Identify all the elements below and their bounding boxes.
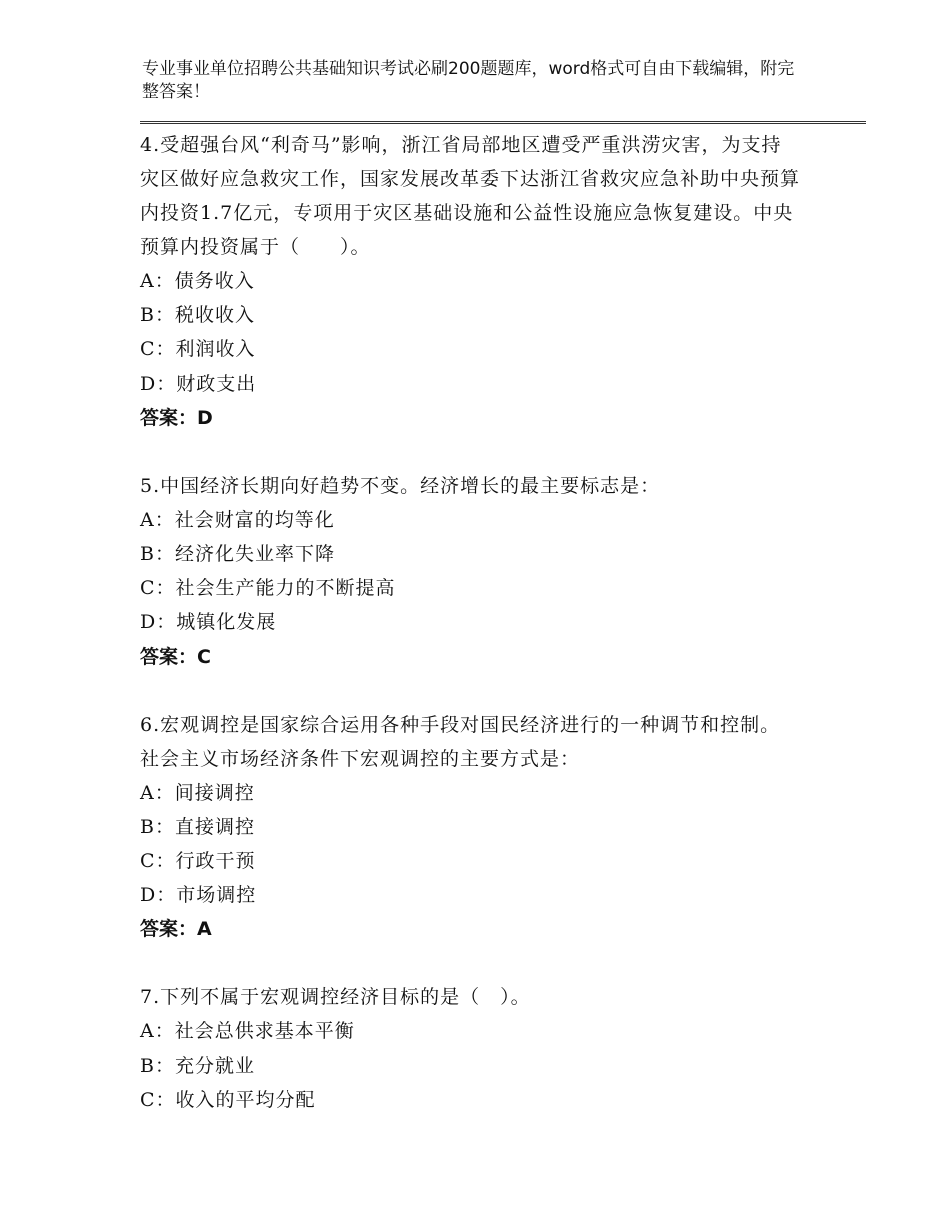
answer: 答案：C: [140, 645, 211, 668]
option-a: A：社会总供求基本平衡: [140, 1020, 355, 1043]
option-c: C：行政干预: [140, 850, 256, 873]
question-text: 6.宏观调控是国家综合运用各种手段对国民经济进行的一种调节和控制。社会主义市场经济条件下宏观调控的主要方式是：: [140, 713, 781, 770]
option-b: B：直接调控: [140, 815, 255, 838]
answer: 答案：D: [140, 406, 213, 429]
page-header: 专业事业单位招聘公共基础知识考试必刷200题题库，word格式可自由下载编辑，附完整答案！: [142, 59, 795, 102]
option-a: A：社会财富的均等化: [140, 508, 335, 531]
question-text: 7.下列不属于宏观调控经济目标的是（ ）。: [140, 986, 531, 1009]
question-6: [140, 708, 800, 947]
question-5: [140, 469, 800, 674]
option-d: D：市场调控: [140, 884, 257, 907]
question-7: [140, 980, 800, 1117]
option-a: A：间接调控: [140, 781, 255, 804]
spacer: [140, 435, 800, 469]
option-c: C：利润收入: [140, 338, 256, 361]
question-4: [140, 128, 800, 435]
header-divider: [140, 121, 866, 124]
spacer: [140, 946, 800, 980]
option-b: B：经济化失业率下降: [140, 543, 335, 566]
option-a: A：债务收入: [140, 270, 255, 292]
option-b: B：税收收入: [140, 304, 255, 327]
option-c: C：收入的平均分配: [140, 1088, 316, 1111]
question-text: 4.受超强台风“利奇马”影响，浙江省局部地区遭受严重洪涝灾害，为支持灾区做好应急救灾工作，国家发展改革委下达浙江省救灾应急补助中央预算内投资1.7亿元，专项用于灾区基础设施和公益性设施应急恢复建设。中央预算内投资属于（ ）。: [140, 134, 801, 258]
answer: 答案：A: [140, 918, 212, 941]
option-d: D：财政支出: [140, 372, 257, 395]
option-d: D：城镇化发展: [140, 611, 277, 634]
option-b: B：充分就业: [140, 1054, 255, 1077]
spacer: [140, 674, 800, 708]
question-list: [140, 128, 800, 1117]
option-c: C：社会生产能力的不断提高: [140, 577, 396, 600]
question-text: 5.中国经济长期向好趋势不变。经济增长的最主要标志是：: [140, 474, 661, 497]
